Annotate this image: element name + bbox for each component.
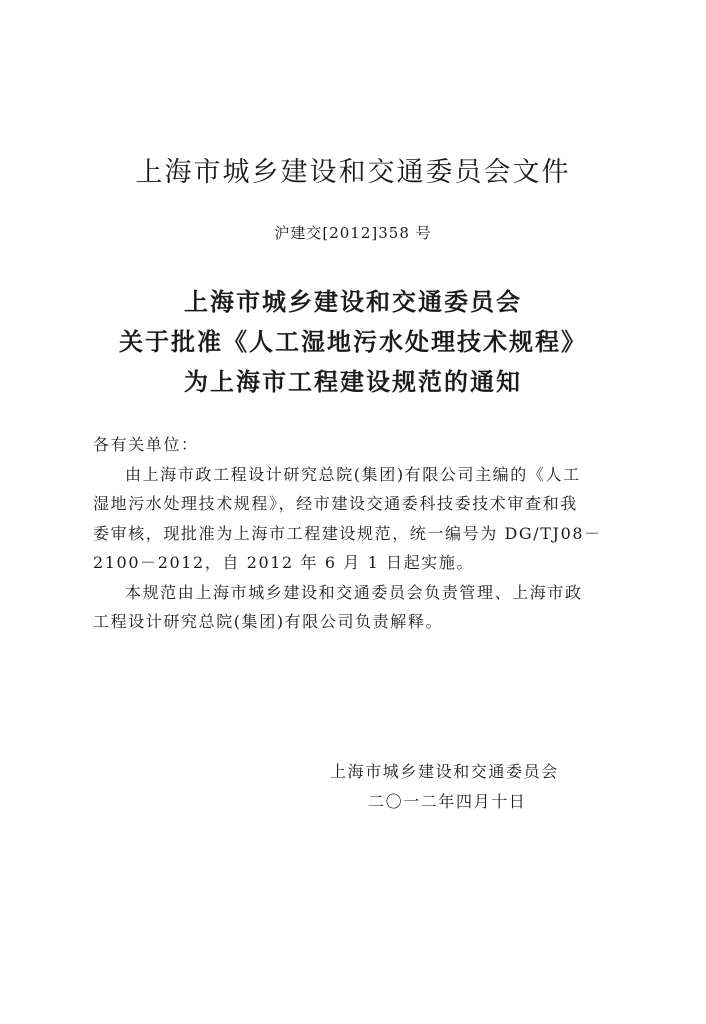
paragraph-1-line-3: 委审核，现批准为上海市工程建设规范，统一编号为 DG/TJ08－ bbox=[93, 523, 602, 543]
document-header-title: 上海市城乡建设和交通委员会文件 bbox=[135, 157, 571, 188]
paragraph-2-line-2: 工程设计研究总院(集团)有限公司负责解释。 bbox=[93, 612, 444, 631]
paragraph-2-line-1: 本规范由上海市城乡建设和交通委员会负责管理、上海市政 bbox=[125, 582, 583, 602]
paragraph-1-line-2: 湿地污水处理技术规程》，经市建设交通委科技委技术审查和我 bbox=[93, 494, 578, 513]
paragraph-1-line-4: 2100－2012，自 2012 年 6 月 1 日起实施。 bbox=[93, 553, 475, 572]
salutation: 各有关单位： bbox=[93, 435, 199, 454]
signature-block bbox=[330, 757, 559, 817]
document-number: 沪建交[2012]358 号 bbox=[274, 224, 432, 242]
notice-title bbox=[0, 282, 706, 402]
signature-organization: 上海市城乡建设和交通委员会 bbox=[330, 762, 559, 781]
signature-date: 二〇一二年四月十日 bbox=[368, 792, 527, 811]
notice-title-line-3: 为上海市工程建设规范的通知 bbox=[184, 368, 522, 396]
paragraph-1-line-1: 由上海市政工程设计研究总院(集团)有限公司主编的《人工 bbox=[125, 464, 581, 484]
notice-title-line-1: 上海市城乡建设和交通委员会 bbox=[184, 288, 522, 316]
notice-title-line-2: 关于批准《人工湿地污水处理技术规程》 bbox=[119, 328, 587, 356]
notice-body bbox=[93, 430, 613, 637]
